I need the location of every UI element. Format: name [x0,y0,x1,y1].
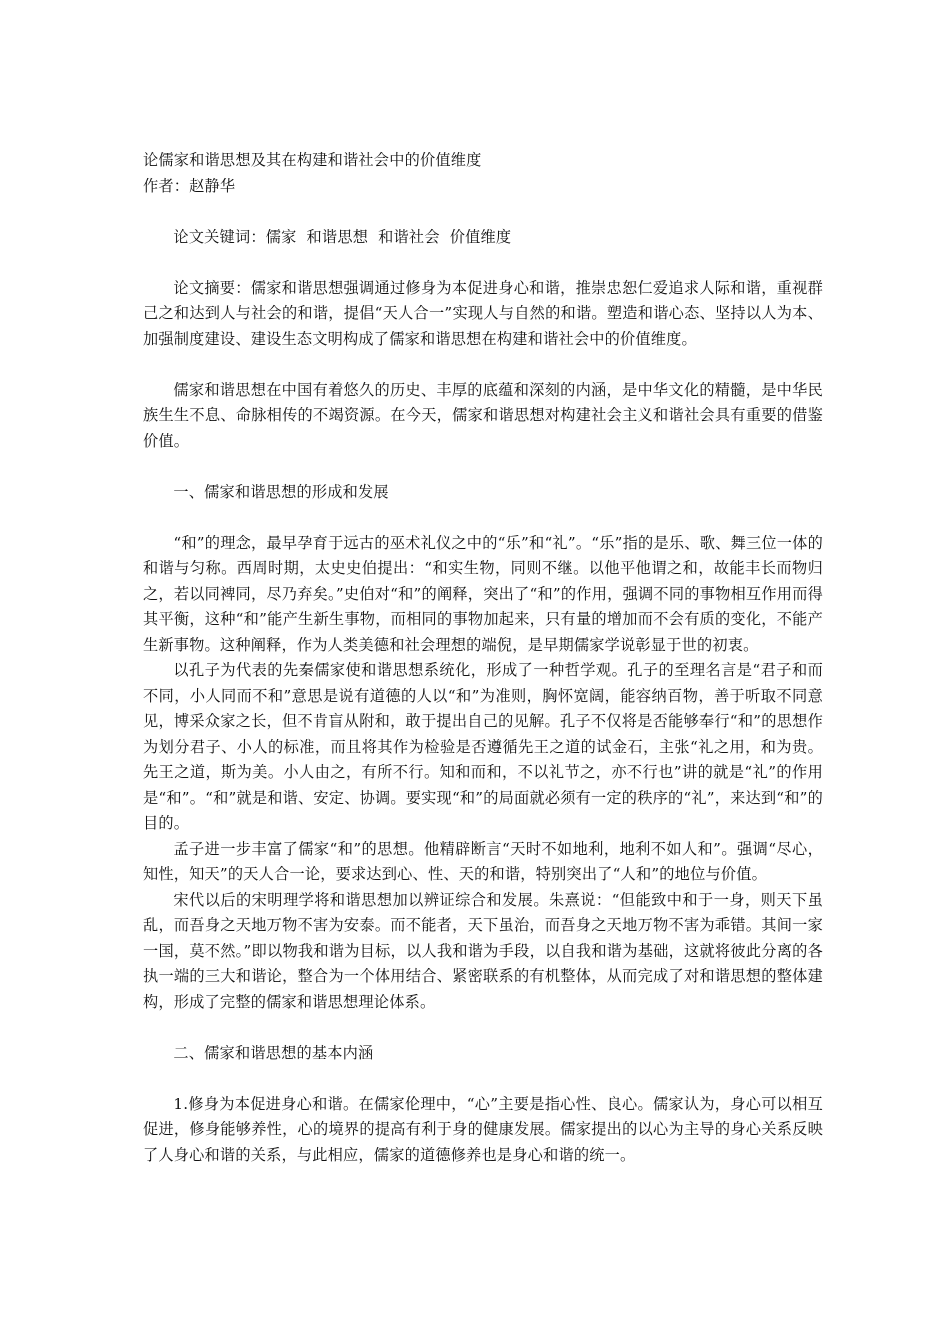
spacer [143,454,823,480]
document-title: 论儒家和谐思想及其在构建和谐社会中的价值维度 [143,151,482,169]
spacer [143,250,823,276]
document-page [143,148,823,1168]
body-paragraph: “和”的理念，最早孕育于远古的巫术礼仪之中的“乐”和“礼”。“乐”指的是乐、歌、舞三位一体的和谐与匀称。西周时期，太史史伯提出：“和实生物，同则不继。以他平他谓之和，故能丰长而物归之，若以同裨同，尽乃弃矣。”史伯对“和”的阐释，突出了“和”的作用，强调不同的事物相互作用而得其平衡，这种“和”能产生新生事物，而相同的事物加起来，只有量的增加而不会有质的变化，不能产生新事物。这种阐释，作为人类美德和社会理想的端倪，是早期儒家学说彰显于世的初衷。 [143,533,823,654]
spacer [143,1066,823,1092]
author-line: 作者：赵静华 [143,176,236,195]
keywords-line: 论文关键词：儒家 和谐思想 和谐社会 价值维度 [173,227,512,246]
spacer [143,1015,823,1041]
abstract-paragraph: 论文摘要：儒家和谐思想强调通过修身为本促进身心和谐，推崇忠恕仁爱追求人际和谐，重视群己之和达到人与社会的和谐，提倡“天人合一”实现人与自然的和谐。塑造和谐心态、坚持以人为本、加强制度建设、建设生态文明构成了儒家和谐思想在构建和谐社会中的价值维度。 [143,278,823,348]
body-paragraph: 孟子进一步丰富了儒家“和”的思想。他精辟断言“天时不如地利，地利不如人和”。强调“尽心，知性，知天”的天人合一论，要求达到心、性、天的和谐，特别突出了“人和”的地位与价值。 [143,839,823,883]
spacer [143,505,823,531]
body-paragraph: 宋代以后的宋明理学将和谐思想加以辨证综合和发展。朱熹说：“但能致中和于一身，则天下虽乱，而吾身之天地万物不害为安泰。而不能者，天下虽治，而吾身之天地万物不害为乖错。其间一家一国，莫不然。”即以物我和谐为目标，以人我和谐为手段，以自我和谐为基础，这就将彼此分离的各执一端的三大和谐论，整合为一个体用结合、紧密联系的有机整体，从而完成了对和谐思想的整体建构，形成了完整的儒家和谐思想理论体系。 [143,890,823,1011]
section-heading-2: 二、儒家和谐思想的基本内涵 [173,1043,374,1062]
spacer [143,352,823,378]
body-paragraph: 以孔子为代表的先秦儒家使和谐思想系统化，形成了一种哲学观。孔子的至理名言是“君子和而不同，小人同而不和”意思是说有道德的人以“和”为准则，胸怀宽阔，能容纳百物，善于听取不同意见，博采众家之长，但不肯盲从附和，敢于提出自己的见解。孔子不仅将是否能够奉行“和”的思想作为划分君子、小人的标准，而且将其作为检验是否遵循先王之道的试金石，主张“礼之用，和为贵。先王之道，斯为美。小人由之，有所不行。知和而和，不以礼节之，亦不行也”讲的就是“礼”的作用是“和”。“和”就是和谐、安定、协调。要实现“和”的局面就必须有一定的秩序的“礼”，来达到“和”的目的。 [143,661,823,832]
spacer [143,199,823,225]
body-paragraph: 1.修身为本促进身心和谐。在儒家伦理中，“心”主要是指心性、良心。儒家认为，身心可以相互促进，修身能够养性，心的境界的提高有利于身的健康发展。儒家提出的以心为主导的身心关系反映了人身心和谐的关系，与此相应，儒家的道德修养也是身心和谐的统一。 [143,1094,823,1164]
section-heading-1: 一、儒家和谐思想的形成和发展 [173,482,389,501]
intro-paragraph: 儒家和谐思想在中国有着悠久的历史、丰厚的底蕴和深刻的内涵，是中华文化的精髓，是中华民族生生不息、命脉相传的不竭资源。在今天，儒家和谐思想对构建社会主义和谐社会具有重要的借鉴价值。 [143,380,823,450]
